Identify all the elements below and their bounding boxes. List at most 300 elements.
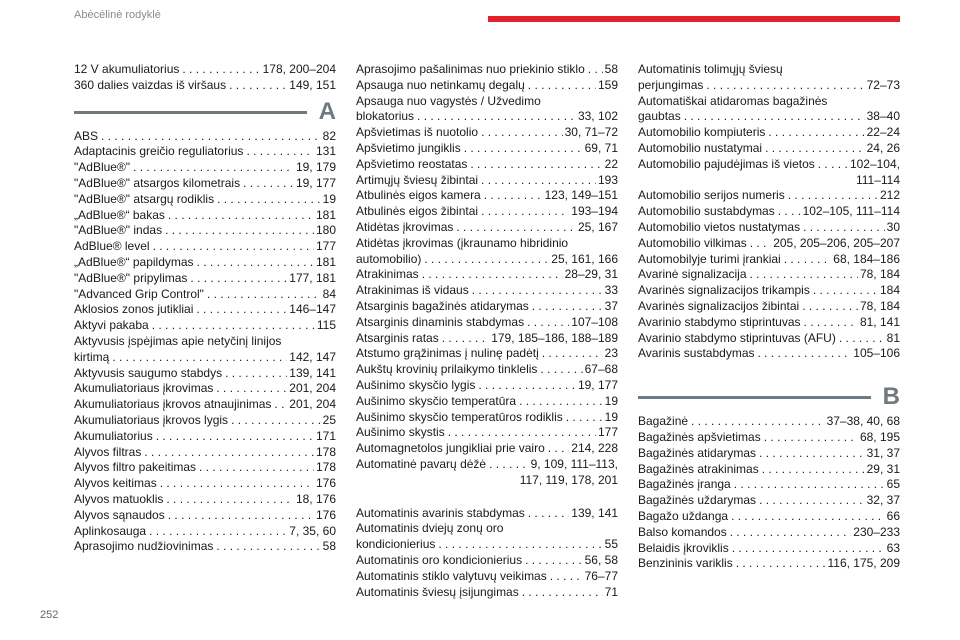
index-pages: 105–106 — [853, 346, 900, 361]
index-entry-line — [74, 413, 336, 429]
index-term: "AdBlue®" pripylimas — [74, 270, 188, 285]
dot-leader — [153, 239, 314, 255]
index-entry-line — [356, 410, 618, 426]
index-entry — [638, 283, 900, 299]
index-term: Aktyvusis įspėjimas apie netyčinį linijos — [74, 333, 282, 348]
index-term: Aušinimo skystis — [356, 425, 445, 440]
index-term: Avarinis sustabdymas — [638, 346, 755, 361]
index-entry — [638, 267, 900, 283]
index-term: kondicionierius — [356, 537, 436, 552]
dot-leader — [225, 366, 287, 382]
index-entry — [638, 299, 900, 315]
index-pages: 37 — [604, 298, 618, 313]
index-entry — [74, 62, 336, 78]
index-entry — [356, 585, 618, 601]
dot-leader — [165, 223, 314, 239]
index-term: „AdBlue®“ bakas — [74, 207, 165, 222]
index-pages: 201, 204 — [289, 397, 336, 412]
index-entry-line — [638, 267, 900, 283]
dot-leader — [243, 176, 294, 192]
index-term: Atrakinimas iš vidaus — [356, 283, 469, 298]
index-entry — [638, 94, 900, 126]
dot-leader — [417, 109, 576, 125]
index-pages: 19, 177 — [577, 377, 618, 392]
index-entry — [638, 315, 900, 331]
dot-leader — [168, 208, 314, 224]
index-column-1 — [74, 62, 336, 555]
index-pages: 25, 167 — [577, 219, 618, 234]
index-entry — [638, 446, 900, 462]
index-entry-line — [356, 125, 618, 141]
index-entry-line — [356, 78, 618, 94]
index-term: Avarinės signalizacijos žibintai — [638, 298, 800, 313]
index-entry — [74, 524, 336, 540]
index-term: Apšvietimo reostatas — [356, 156, 468, 171]
dot-leader — [527, 315, 569, 331]
index-term: "AdBlue®" atsargų rodiklis — [74, 191, 215, 206]
index-term: Automatinis dviejų zonų oro — [356, 521, 504, 536]
index-pages: 179, 185–186, 188–189 — [491, 330, 618, 345]
index-term: Avarinė signalizacija — [638, 267, 747, 282]
index-term: Atrakinimas — [356, 267, 419, 282]
index-pages: 69, 71 — [584, 140, 618, 155]
section-letter: A — [318, 97, 336, 125]
dot-leader — [442, 331, 490, 347]
index-term: Atbulinės eigos žibintai — [356, 204, 479, 219]
dot-leader — [112, 350, 287, 366]
index-entry — [638, 220, 900, 236]
dot-leader — [152, 318, 315, 334]
index-entry-line — [74, 287, 336, 303]
index-term: perjungimas — [638, 77, 704, 92]
index-entry-line — [356, 378, 618, 394]
index-entry-line — [356, 173, 618, 189]
dot-leader — [133, 160, 294, 176]
index-term: Aukštų krovinių prilaikymo tinklelis — [356, 362, 538, 377]
index-entry-line — [74, 208, 336, 224]
index-term: kirtimą — [74, 349, 110, 364]
index-entry-line — [356, 109, 618, 125]
index-pages: 22–24 — [866, 125, 900, 140]
index-pages: 19, 179 — [295, 160, 336, 175]
index-term: Akumuliatoriaus įkrovos atnaujinimas — [74, 397, 272, 412]
index-pages: 76–77 — [584, 568, 618, 583]
index-entry-line — [74, 524, 336, 540]
index-term: Automatinis stiklo valytuvų veikimas — [356, 568, 547, 583]
index-pages: 181 — [315, 254, 336, 269]
index-entry — [356, 157, 618, 173]
index-pages: 181 — [315, 207, 336, 222]
index-entry-line — [638, 541, 900, 557]
dot-leader — [478, 378, 576, 394]
index-pages: 184 — [879, 283, 900, 298]
index-term: Balso komandos — [638, 524, 727, 539]
index-entry — [356, 236, 618, 268]
index-pages: 193 — [597, 172, 618, 187]
index-term: Aušinimo skysčio temperatūros rodiklis — [356, 409, 563, 424]
index-entry-line — [74, 129, 336, 145]
dot-leader — [788, 188, 878, 204]
index-term: Bagažinės uždarymas — [638, 493, 757, 508]
index-pages: 115 — [316, 318, 336, 333]
index-entry — [74, 508, 336, 524]
index-pages: 30, 71–72 — [564, 125, 618, 140]
dot-leader — [765, 141, 865, 157]
dot-leader — [803, 220, 885, 236]
index-term: Automatiškai atidaromas bagažinės — [638, 93, 828, 108]
dot-leader — [566, 410, 603, 426]
dot-leader — [519, 394, 603, 410]
index-pages: 149, 151 — [289, 77, 336, 92]
index-pages: 78, 184 — [859, 267, 900, 282]
index-pages: 81 — [886, 330, 900, 345]
dot-leader — [456, 220, 576, 236]
index-pages: 66 — [886, 508, 900, 523]
index-term: Alyvos sąnaudos — [74, 507, 165, 522]
index-pages: 33, 102 — [577, 109, 618, 124]
dot-leader — [274, 397, 287, 413]
index-entry-line — [74, 318, 336, 334]
dot-leader — [438, 537, 602, 553]
index-term: AdBlue® level — [74, 239, 150, 254]
index-entry — [74, 429, 336, 445]
index-entry — [356, 188, 618, 204]
index-entry-line — [356, 141, 618, 157]
index-pages: 24, 26 — [866, 140, 900, 155]
index-entry-line — [356, 252, 618, 268]
dot-leader — [525, 553, 583, 569]
dot-leader — [540, 362, 582, 378]
index-entry-line — [638, 220, 900, 236]
dot-leader — [784, 252, 832, 268]
index-entry — [356, 267, 618, 283]
index-pages: 63 — [886, 540, 900, 555]
index-entry — [74, 334, 336, 366]
index-entry-line — [356, 346, 618, 362]
index-pages: 171 — [315, 428, 336, 443]
index-entry — [74, 271, 336, 287]
index-entry — [74, 413, 336, 429]
index-term: Benzininis variklis — [638, 556, 733, 571]
index-pages-continued: 117, 119, 178, 201 — [519, 472, 618, 487]
index-term: Akumuliatoriaus įkrovimas — [74, 381, 214, 396]
index-term: 360 dalies vaizdas iš viršaus — [74, 77, 227, 92]
index-term: Aprasojimo pašalinimas nuo priekinio stiklo — [356, 62, 585, 76]
index-entry-line — [74, 539, 336, 555]
index-entry — [638, 477, 900, 493]
index-entry — [638, 125, 900, 141]
dot-leader — [484, 188, 543, 204]
index-entry — [638, 331, 900, 347]
index-term: Aktyvi pakaba — [74, 318, 149, 333]
index-pages: 116, 175, 209 — [827, 556, 900, 571]
dot-leader — [550, 569, 583, 585]
index-entry-line — [638, 331, 900, 347]
index-entry-line — [74, 192, 336, 208]
index-term: Automobilio serijos numeris — [638, 188, 785, 203]
index-pages: 178, 200–204 — [262, 62, 336, 76]
section-rule — [74, 111, 307, 114]
dot-leader — [231, 413, 321, 429]
index-term: automobilio) — [356, 251, 422, 266]
section-rule — [638, 396, 871, 399]
dot-leader — [422, 267, 563, 283]
dot-leader — [522, 585, 603, 601]
dot-leader — [489, 457, 528, 473]
index-entry-line — [74, 397, 336, 413]
index-term: Atidėtas įkrovimas (įkraunamo hibridinio — [356, 235, 569, 250]
index-term: Atsarginis bagažinės atidarymas — [356, 298, 529, 313]
index-term: blokatorius — [356, 109, 415, 124]
index-entry-line — [638, 509, 900, 525]
index-term: Automobilio kompiuteris — [638, 125, 766, 140]
index-term: Bagažinės atrakinimas — [638, 461, 759, 476]
index-term: "AdBlue®" atsargos kilometrais — [74, 175, 241, 190]
index-pages: 84 — [322, 286, 336, 301]
dot-leader — [101, 129, 321, 145]
index-term: Aušinimo skysčio temperatūra — [356, 393, 517, 408]
dot-leader — [750, 267, 858, 283]
index-entry — [356, 425, 618, 441]
index-entry-line — [74, 381, 336, 397]
index-entry — [356, 283, 618, 299]
dot-leader — [229, 78, 287, 94]
index-pages: 19 — [604, 393, 618, 408]
dot-leader — [684, 109, 865, 125]
index-entry — [74, 492, 336, 508]
index-entry-line — [74, 78, 336, 94]
dot-leader — [424, 252, 549, 268]
index-pages: 58 — [604, 62, 618, 76]
index-entry — [356, 521, 618, 553]
index-entry — [356, 299, 618, 315]
index-entry — [356, 394, 618, 410]
index-pages: 25 — [322, 412, 336, 427]
index-entry — [638, 157, 900, 189]
index-entry — [638, 188, 900, 204]
index-entry-line — [74, 492, 336, 508]
index-entry-line — [356, 457, 618, 473]
index-pages: 177 — [597, 425, 618, 440]
index-term: Automobilyje turimi įrankiai — [638, 251, 781, 266]
dot-leader — [216, 381, 287, 397]
index-term: Automobilio nustatymai — [638, 140, 763, 155]
dot-leader — [217, 192, 321, 208]
index-entry-line — [638, 430, 900, 446]
index-entry — [638, 62, 900, 94]
index-entry — [638, 525, 900, 541]
index-term: Atsarginis ratas — [356, 330, 439, 345]
index-term: Aušinimo skysčio lygis — [356, 377, 476, 392]
index-term: Automatinė pavarų dėžė — [356, 456, 487, 471]
index-pages: 81, 141 — [859, 314, 900, 329]
index-entry-line — [356, 569, 618, 585]
index-term: Avarinės signalizacijos trikampis — [638, 283, 810, 298]
index-term: Apšvietimas iš nuotolio — [356, 125, 479, 140]
index-pages: 139, 141 — [289, 365, 336, 380]
index-entry — [74, 160, 336, 176]
dot-leader — [156, 429, 314, 445]
index-pages: 19, 177 — [295, 175, 336, 190]
index-entry — [356, 173, 618, 189]
index-pages: 65 — [886, 477, 900, 492]
index-entry — [74, 176, 336, 192]
index-entry-line — [638, 315, 900, 331]
index-entry — [74, 192, 336, 208]
index-entry-line — [638, 109, 900, 125]
index-entry — [356, 410, 618, 426]
index-pages: 32, 37 — [866, 493, 900, 508]
index-entry — [74, 460, 336, 476]
section-spacer — [638, 362, 900, 379]
dot-leader — [464, 141, 583, 157]
section-heading — [638, 381, 900, 411]
index-entry-line — [356, 425, 618, 441]
index-entry — [74, 302, 336, 318]
index-pages: 131 — [315, 144, 336, 159]
index-entry — [74, 255, 336, 271]
index-entry-line — [356, 553, 618, 569]
dot-leader — [197, 255, 314, 271]
index-entry — [638, 204, 900, 220]
index-term: Adaptacinis greičio reguliatorius — [74, 144, 244, 159]
index-entry — [74, 397, 336, 413]
index-term: Alyvos filtro pakeitimas — [74, 460, 197, 475]
index-pages: 19 — [604, 409, 618, 424]
dot-leader — [190, 271, 287, 287]
dot-leader — [762, 462, 865, 478]
index-entry — [74, 476, 336, 492]
index-term: Aplinkosauga — [74, 523, 147, 538]
index-entry-line — [74, 302, 336, 318]
index-entry-line — [356, 331, 618, 347]
dot-leader — [804, 315, 858, 331]
index-entry — [74, 239, 336, 255]
index-term: ABS — [74, 128, 99, 143]
index-term: Bagažinės apšvietimas — [638, 429, 761, 444]
index-pages: 193–194 — [571, 204, 618, 219]
index-pages: 176 — [315, 476, 336, 491]
index-pages: 9, 109, 111–113, — [530, 456, 618, 471]
index-entry — [638, 556, 900, 572]
index-entry — [74, 287, 336, 303]
index-pages: 107–108 — [571, 314, 618, 329]
index-entry-line — [356, 283, 618, 299]
index-pages: 177 — [315, 239, 336, 254]
index-entry-line — [356, 441, 618, 457]
index-entry-line — [356, 394, 618, 410]
index-entry — [356, 457, 618, 489]
index-term: "Advanced Grip Control" — [74, 286, 204, 301]
index-entry-line — [638, 78, 900, 94]
index-term: Akumuliatoriaus įkrovos lygis — [74, 412, 229, 427]
index-entry-line — [638, 157, 900, 173]
index-entry-line — [638, 283, 900, 299]
dot-leader — [802, 299, 858, 315]
index-entry-line — [356, 204, 618, 220]
index-entry-line — [74, 239, 336, 255]
index-term: Bagažinė — [638, 414, 689, 429]
index-entry-line — [356, 220, 618, 236]
index-entry-line — [638, 414, 900, 430]
index-entry — [74, 223, 336, 239]
index-pages: 176 — [315, 507, 336, 522]
index-entry-line — [74, 62, 336, 78]
index-pages: 159 — [597, 77, 618, 92]
dot-leader — [160, 476, 314, 492]
index-entry — [638, 462, 900, 478]
index-entry — [638, 509, 900, 525]
index-term: Automobilio vilkimas — [638, 235, 747, 250]
index-pages: 142, 147 — [289, 349, 336, 364]
index-term: Aktyvusis saugumo stabdys — [74, 365, 223, 380]
index-pages: 139, 141 — [571, 505, 618, 520]
index-entry — [74, 366, 336, 382]
index-term: Aklosios zonos jutikliai — [74, 302, 194, 317]
index-entry — [356, 362, 618, 378]
index-pages: 201, 204 — [289, 381, 336, 396]
index-entry — [638, 141, 900, 157]
index-entry — [74, 208, 336, 224]
dot-leader — [182, 62, 260, 78]
dot-leader — [166, 492, 294, 508]
index-term: Belaidis įkroviklis — [638, 540, 729, 555]
index-term: Aprasojimo nudžiovinimas — [74, 539, 214, 554]
index-entry-line — [74, 429, 336, 445]
dot-leader — [528, 506, 570, 522]
index-term: Alyvos keitimas — [74, 476, 157, 491]
dot-leader — [732, 541, 885, 557]
header-accent-bar — [488, 16, 900, 22]
dot-leader — [196, 302, 287, 318]
index-entry-line — [638, 188, 900, 204]
index-entry-line — [74, 223, 336, 239]
index-pages: 178 — [315, 460, 336, 475]
index-entry-line — [74, 508, 336, 524]
dot-leader — [528, 78, 596, 94]
index-entry — [638, 541, 900, 557]
index-entry-line — [638, 141, 900, 157]
index-entry — [638, 346, 900, 362]
dot-leader — [768, 125, 864, 141]
index-entry — [638, 414, 900, 430]
dot-leader — [532, 299, 603, 315]
index-term: Automagnetolos jungikliai prie vairo — [356, 441, 545, 456]
dot-leader — [481, 125, 563, 141]
index-pages: 29, 31 — [866, 461, 900, 476]
index-pages: 31, 37 — [866, 445, 900, 460]
index-term: Automobilio sustabdymas — [638, 204, 775, 219]
index-term: gaubtas — [638, 109, 681, 124]
index-entry-line — [74, 460, 336, 476]
page-header-title: Abėcėlinė rodyklė — [74, 9, 161, 21]
index-term: Automobilio vietos nustatymas — [638, 219, 801, 234]
dot-leader — [472, 283, 603, 299]
section-letter: B — [882, 383, 900, 411]
index-pages: 38–40 — [866, 109, 900, 124]
index-entry-line — [356, 62, 618, 78]
index-pages: 230–233 — [853, 524, 900, 539]
index-pages: 178 — [315, 444, 336, 459]
dot-leader — [481, 173, 596, 189]
index-entry — [356, 569, 618, 585]
index-pages: 123, 149–151 — [544, 188, 618, 203]
index-pages: 180 — [315, 223, 336, 238]
index-entry — [356, 62, 618, 78]
dot-leader — [736, 556, 826, 572]
index-pages: 82 — [322, 128, 336, 143]
index-pages-continued: 111–114 — [855, 172, 900, 187]
